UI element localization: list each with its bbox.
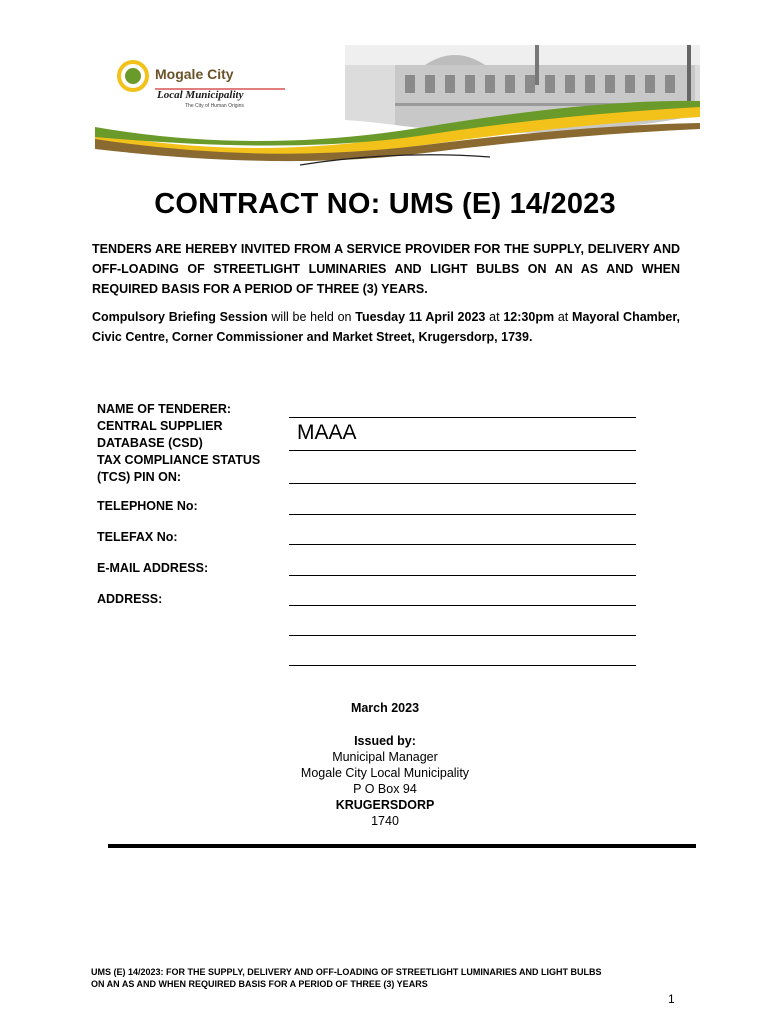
header-banner (95, 45, 700, 175)
briefing-date: Tuesday 11 April 2023 (355, 310, 486, 324)
issuer-organisation: Mogale City Local Municipality (300, 766, 470, 780)
address-field-line1[interactable] (289, 605, 636, 606)
tenderer-name-field[interactable] (289, 417, 636, 418)
address-field-line2[interactable] (289, 635, 636, 636)
briefing-text-1: will be held on (267, 310, 356, 324)
address-label: ADDRESS: (97, 592, 163, 606)
logo-tagline: The City of Human Origins (185, 103, 244, 109)
issued-by-label: Issued by: (354, 734, 416, 748)
tenderer-name-label: NAME OF TENDERER: (97, 402, 232, 416)
csd-label-line2: DATABASE (CSD) (97, 436, 203, 450)
csd-value[interactable]: MAAA (297, 421, 357, 444)
csd-label-line1: CENTRAL SUPPLIER (97, 419, 223, 433)
issuer-title: Municipal Manager (332, 750, 438, 764)
issuer-postal-code: 1740 (371, 814, 399, 828)
telefax-field[interactable] (289, 544, 636, 545)
telephone-field[interactable] (289, 514, 636, 515)
issuer-po-box: P O Box 94 (353, 782, 417, 796)
briefing-venue: Mayoral Chamber, Civic Centre, Corner Commissioner and Market Street, Krugersdorp, 1739. (92, 310, 681, 344)
briefing-time: 12:30pm (503, 310, 555, 324)
contract-title: CONTRACT NO: UMS (E) 14/2023 (154, 188, 616, 220)
briefing-text-3: at (554, 310, 573, 324)
footer-line1: UMS (E) 14/2023: FOR THE SUPPLY, DELIVERY AND OFF-LOADING OF STREETLIGHT LUMINARIES AND LIGHT BULBS (91, 967, 602, 977)
briefing-lead: Compulsory Briefing Session (92, 310, 268, 324)
section-divider (108, 844, 696, 848)
telephone-label: TELEPHONE No: (97, 499, 198, 513)
email-field[interactable] (289, 575, 636, 576)
tender-invitation: TENDERS ARE HEREBY INVITED FROM A SERVICE PROVIDER FOR THE SUPPLY, DELIVERY AND OFF-LOADING OF STREETLIGHT LUMINARIES AND LIGHT BULBS ON AN AS AND WHEN REQUIRED BASIS FOR A PERIOD OF THREE (3) YEARS. (92, 242, 680, 296)
email-label: E-MAIL ADDRESS: (97, 561, 209, 575)
issuer-city: KRUGERSDORP (335, 798, 435, 812)
briefing-text-2: at (485, 310, 504, 324)
tcs-label-line2: (TCS) PIN ON: (97, 470, 182, 484)
page-number: 1 (668, 992, 675, 1006)
footer-line2: ON AN AS AND WHEN REQUIRED BASIS FOR A PERIOD OF THREE (3) YEARS (91, 979, 428, 989)
page-footer (91, 966, 691, 990)
logo-name: Mogale City (155, 66, 234, 82)
telefax-label: TELEFAX No: (97, 530, 178, 544)
address-field-line3[interactable] (289, 665, 636, 666)
logo-subtitle: Local Municipality (157, 89, 244, 101)
briefing-session-notice (92, 307, 680, 347)
csd-field[interactable] (289, 450, 636, 451)
tcs-label-line1: TAX COMPLIANCE STATUS (97, 453, 261, 467)
tcs-pin-field[interactable] (289, 483, 636, 484)
issue-date: March 2023 (350, 701, 420, 715)
